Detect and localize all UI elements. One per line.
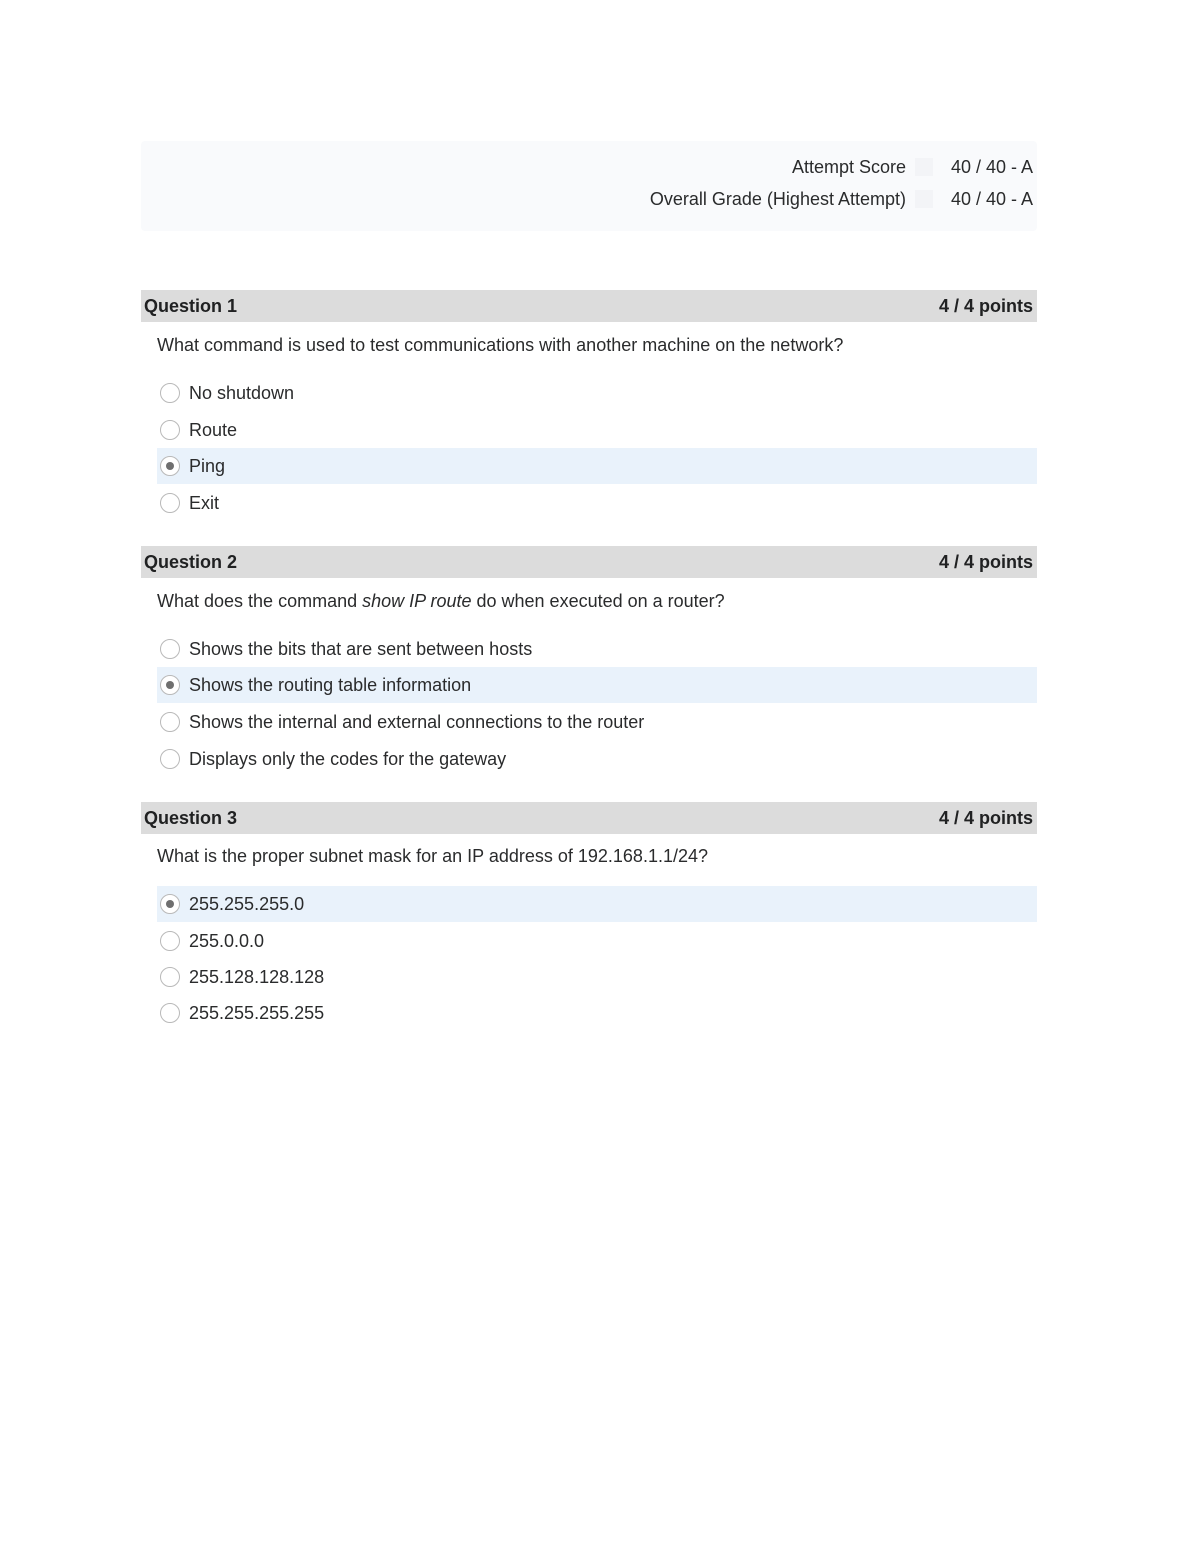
radio-button[interactable] — [160, 383, 180, 403]
option-label: Ping — [189, 456, 226, 476]
attempt-score-swatch — [915, 158, 933, 176]
question-2-text — [157, 587, 725, 615]
option-label: Route — [189, 420, 238, 440]
question-3-option-3[interactable] — [157, 959, 1037, 995]
radio-dot-icon — [166, 681, 174, 689]
radio-button[interactable] — [160, 712, 180, 732]
option-label: 255.0.0.0 — [189, 931, 265, 951]
question-2-option-2[interactable] — [157, 667, 1037, 703]
option-label: No shutdown — [189, 383, 295, 403]
option-label: 255.128.128.128 — [189, 967, 325, 987]
radio-button-selected[interactable] — [160, 675, 180, 695]
score-summary — [141, 141, 1037, 231]
attempt-score-label: Attempt Score — [791, 157, 906, 177]
question-1-option-4[interactable] — [157, 485, 1037, 521]
option-label: Shows the internal and external connections to the router — [189, 712, 645, 732]
question-2-text-command: show IP route — [362, 591, 472, 611]
overall-grade-row — [437, 185, 1037, 213]
radio-dot-icon — [166, 900, 174, 908]
question-1-points: 4 / 4 points — [938, 296, 1033, 316]
radio-button[interactable] — [160, 420, 180, 440]
question-3-text — [157, 842, 708, 870]
question-2-option-4[interactable] — [157, 741, 1037, 777]
question-1-text — [157, 331, 843, 359]
radio-button[interactable] — [160, 639, 180, 659]
radio-dot-icon — [166, 462, 174, 470]
option-label: Exit — [189, 493, 220, 513]
radio-button[interactable] — [160, 749, 180, 769]
question-2-header — [141, 546, 1037, 578]
option-label: Shows the bits that are sent between hosts — [189, 639, 533, 659]
radio-button[interactable] — [160, 931, 180, 951]
question-3-header — [141, 802, 1037, 834]
question-1-header — [141, 290, 1037, 322]
question-3-option-2[interactable] — [157, 923, 1037, 959]
option-label: 255.255.255.0 — [189, 894, 305, 914]
option-label: Displays only the codes for the gateway — [189, 749, 507, 769]
option-label: Shows the routing table information — [189, 675, 472, 695]
question-3-option-4[interactable] — [157, 995, 1037, 1031]
attempt-score-value: 40 / 40 - A — [950, 157, 1033, 177]
question-1-option-1[interactable] — [157, 375, 1037, 411]
overall-grade-label: Overall Grade (Highest Attempt) — [649, 189, 906, 209]
question-2-option-1[interactable] — [157, 631, 1037, 667]
radio-button[interactable] — [160, 1003, 180, 1023]
question-3-option-1[interactable] — [157, 886, 1037, 922]
question-2-text-after: do when executed on a router? — [471, 591, 725, 611]
question-2-option-3[interactable] — [157, 704, 1037, 740]
question-3-points: 4 / 4 points — [938, 808, 1033, 828]
question-2-text-before: What does the command — [157, 591, 363, 611]
radio-button[interactable] — [160, 967, 180, 987]
question-3-text-main: What is the proper subnet mask for an IP address of 192.168.1.1/24? — [157, 846, 709, 866]
question-1-text-main: What command is used to test communications with another machine on the network? — [157, 335, 844, 355]
question-1-option-3[interactable] — [157, 448, 1037, 484]
question-1-option-2[interactable] — [157, 412, 1037, 448]
overall-grade-swatch — [915, 190, 933, 208]
option-label: 255.255.255.255 — [189, 1003, 325, 1023]
question-3-title: Question 3 — [144, 808, 238, 828]
radio-button[interactable] — [160, 493, 180, 513]
overall-grade-value: 40 / 40 - A — [950, 189, 1033, 209]
radio-button-selected[interactable] — [160, 894, 180, 914]
radio-button-selected[interactable] — [160, 456, 180, 476]
attempt-score-row — [437, 153, 1037, 181]
question-2-title: Question 2 — [144, 552, 238, 572]
question-2-points: 4 / 4 points — [938, 552, 1033, 572]
question-1-title: Question 1 — [144, 296, 238, 316]
